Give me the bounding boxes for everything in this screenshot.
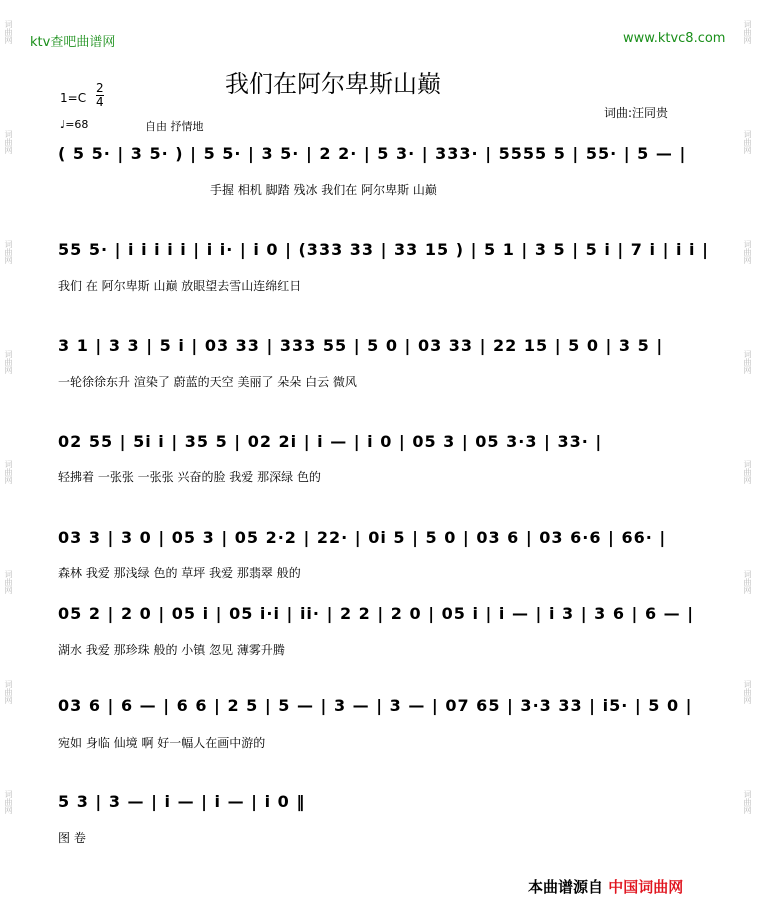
notation-row-1: ( 5 5· | 3 5· ) | 5 5· | 3 5· | 2 2· | 5 3· | 333· | 5555 5 | 55· | 5 — |: [58, 144, 687, 163]
lyrics-row-7: 宛如 身临 仙境 啊 好一幅人在画中游的: [58, 736, 266, 750]
notation-row-8: 5 3 | 3 — | i — | i — | i 0 ‖: [58, 792, 306, 811]
lyrics-row-8: 图 卷: [58, 831, 86, 845]
time-signature: 2 4: [96, 81, 104, 109]
notation-row-4: 02 55 | 5i i | 35 5 | 02 2i | i — | i 0 | 05 3 | 05 3·3 | 33· |: [58, 432, 603, 451]
lyrics-row-6: 湖水 我爱 那珍珠 般的 小镇 忽见 薄雾升腾: [58, 643, 285, 657]
site-link-right[interactable]: www.ktvc8.com: [623, 31, 726, 46]
watermark-left: 词曲网 词曲网 词曲网 词曲网 词曲网 词曲网 词曲网 词曲网: [4, 20, 13, 814]
key-signature: 1=C: [60, 91, 87, 105]
notation-row-2: 55 5· | i i i i i | i i· | i 0 | (333 33 | 33 15 ) | 5 1 | 3 5 | 5 i | 7 i | i i |: [58, 240, 709, 259]
lyrics-row-5: 森林 我爱 那浅绿 色的 草坪 我爱 那翡翠 般的: [58, 566, 301, 580]
lyrics-row-3: 一轮徐徐东升 渲染了 蔚蓝的天空 美丽了 朵朵 白云 微风: [58, 375, 357, 389]
notation-row-5: 03 3 | 3 0 | 05 3 | 05 2·2 | 22· | 0i 5 | 5 0 | 03 6 | 03 6·6 | 66· |: [58, 528, 667, 547]
song-title: 我们在阿尔卑斯山巅: [225, 70, 441, 98]
source-site-link[interactable]: 中国词曲网: [608, 878, 684, 896]
notation-row-7: 03 6 | 6 — | 6 6 | 2 5 | 5 — | 3 — | 3 — | 07 65 | 3·3 33 | i5· | 5 0 |: [58, 696, 693, 715]
author-credit: 词曲:汪同贵: [604, 106, 669, 120]
watermark-right: 词曲网 词曲网 词曲网 词曲网 词曲网 词曲网 词曲网 词曲网: [743, 20, 752, 814]
tempo-mark: ♩=68: [60, 118, 89, 131]
expression-mark: 自由 抒情地: [145, 120, 204, 133]
site-link-left[interactable]: ktv查吧曲谱网: [30, 35, 116, 50]
notation-row-6: 05 2 | 2 0 | 05 i | 05 i·i | ii· | 2 2 | 2 0 | 05 i | i — | i 3 | 3 6 | 6 — |: [58, 604, 695, 623]
source-credit: [528, 876, 683, 897]
lyrics-row-2: 我们 在 阿尔卑斯 山巅 放眼望去雪山连绵红日: [58, 279, 302, 293]
lyrics-row-1: 手握 相机 脚踏 残冰 我们在 阿尔卑斯 山巅: [210, 183, 437, 197]
notation-row-3: 3 1 | 3 3 | 5 i | 03 33 | 333 55 | 5 0 | 03 33 | 22 15 | 5 0 | 3 5 |: [58, 336, 664, 355]
source-prefix: 本曲谱源自: [528, 878, 604, 896]
lyrics-row-4: 轻拂着 一张张 一张张 兴奋的脸 我爱 那深绿 色的: [58, 470, 321, 484]
